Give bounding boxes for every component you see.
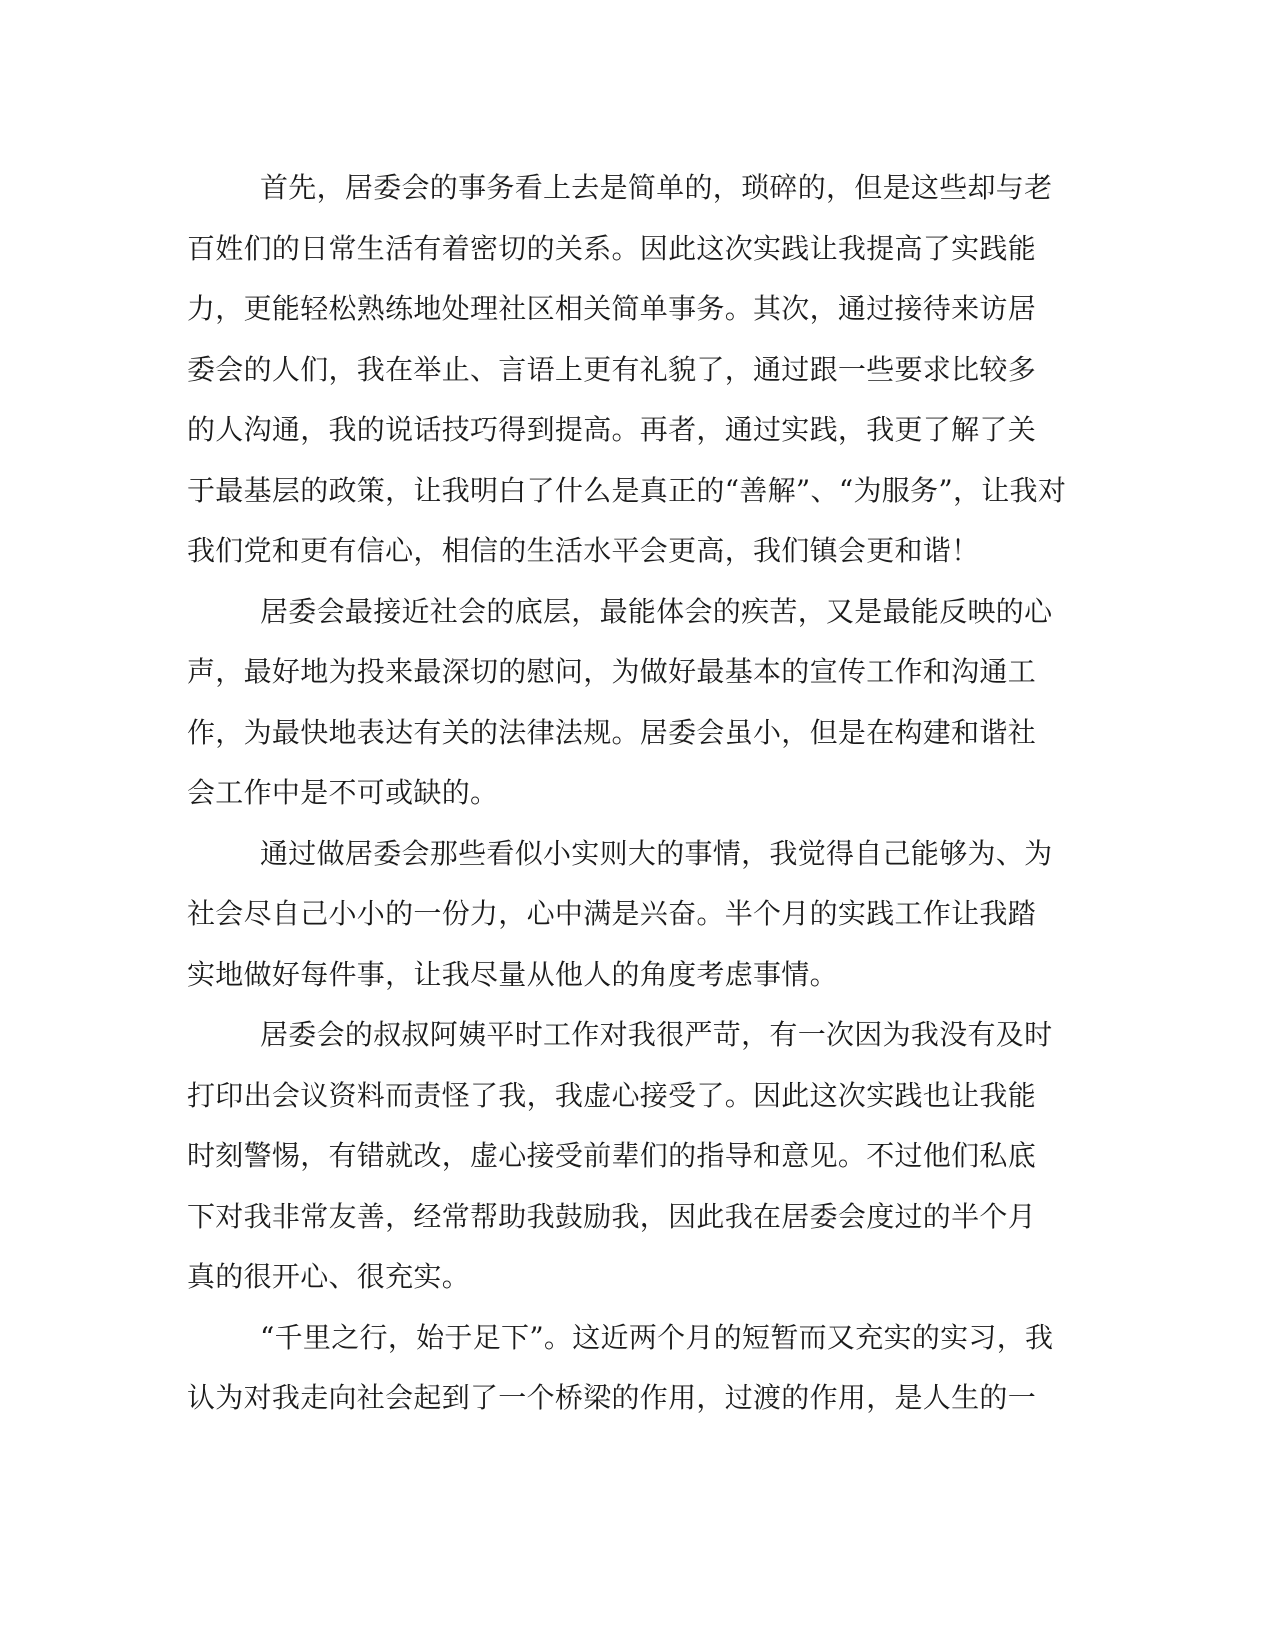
- paragraph-4: [187, 1005, 1067, 1308]
- text-line: 居委会的叔叔阿姨平时工作对我很严苛，有一次因为我没有及时: [260, 1018, 1053, 1051]
- text-line: 百姓们的日常生活有着密切的关系。因此这次实践让我提高了实践能: [187, 231, 1037, 265]
- document-body: [187, 158, 1067, 1429]
- text-line: 通过做居委会那些看似小实则大的事情，我觉得自己能够为、为: [260, 836, 1053, 870]
- text-line: 居委会最接近社会的底层，最能体会的疾苦，又是最能反映的心: [260, 594, 1053, 628]
- text-line: “千里之行，始于足下”。这近两个月的短暂而又充实的实习，我: [260, 1320, 1054, 1354]
- text-line: 首先，居委会的事务看上去是简单的，琐碎的，但是这些却与老: [260, 171, 1053, 204]
- text-line: 委会的人们，我在举止、言语上更有礼貌了，通过跟一些要求比较多: [187, 352, 1037, 386]
- text-line: 认为对我走向社会起到了一个桥梁的作用，过渡的作用，是人生的一: [187, 1381, 1037, 1414]
- paragraph-2: [187, 582, 1067, 824]
- paragraph-1: [187, 158, 1067, 582]
- text-line: 实地做好每件事，让我尽量从他人的角度考虑事情。: [187, 957, 838, 991]
- text-line: 时刻警惕，有错就改，虚心接受前辈们的指导和意见。不过他们私底: [187, 1139, 1037, 1172]
- text-line: 社会尽自己小小的一份力，心中满是兴奋。半个月的实践工作让我踏: [187, 897, 1037, 930]
- text-line: 下对我非常友善，经常帮助我鼓励我，因此我在居委会度过的半个月: [187, 1199, 1037, 1233]
- text-line: 的人沟通，我的说话技巧得到提高。再者，通过实践，我更了解了关: [187, 413, 1037, 446]
- text-line: 声，最好地为投来最深切的慰问，为做好最基本的宣传工作和沟通工: [187, 655, 1037, 688]
- paragraph-3: [187, 824, 1067, 1006]
- text-line: 我们党和更有信心，相信的生活水平会更高，我们镇会更和谐！: [187, 534, 980, 567]
- text-line: 会工作中是不可或缺的。: [187, 776, 499, 809]
- text-line: 真的很开心、很充实。: [187, 1260, 471, 1293]
- paragraph-5: [187, 1308, 1067, 1429]
- text-line: 作，为最快地表达有关的法律法规。居委会虽小，但是在构建和谐社: [187, 715, 1037, 749]
- text-line: 打印出会议资料而责怪了我，我虚心接受了。因此这次实践也让我能: [187, 1078, 1037, 1112]
- text-line: 于最基层的政策，让我明白了什么是真正的“善解”、“为服务”，让我对: [187, 473, 1067, 507]
- text-line: 力，更能轻松熟练地处理社区相关简单事务。其次，通过接待来访居: [187, 292, 1037, 325]
